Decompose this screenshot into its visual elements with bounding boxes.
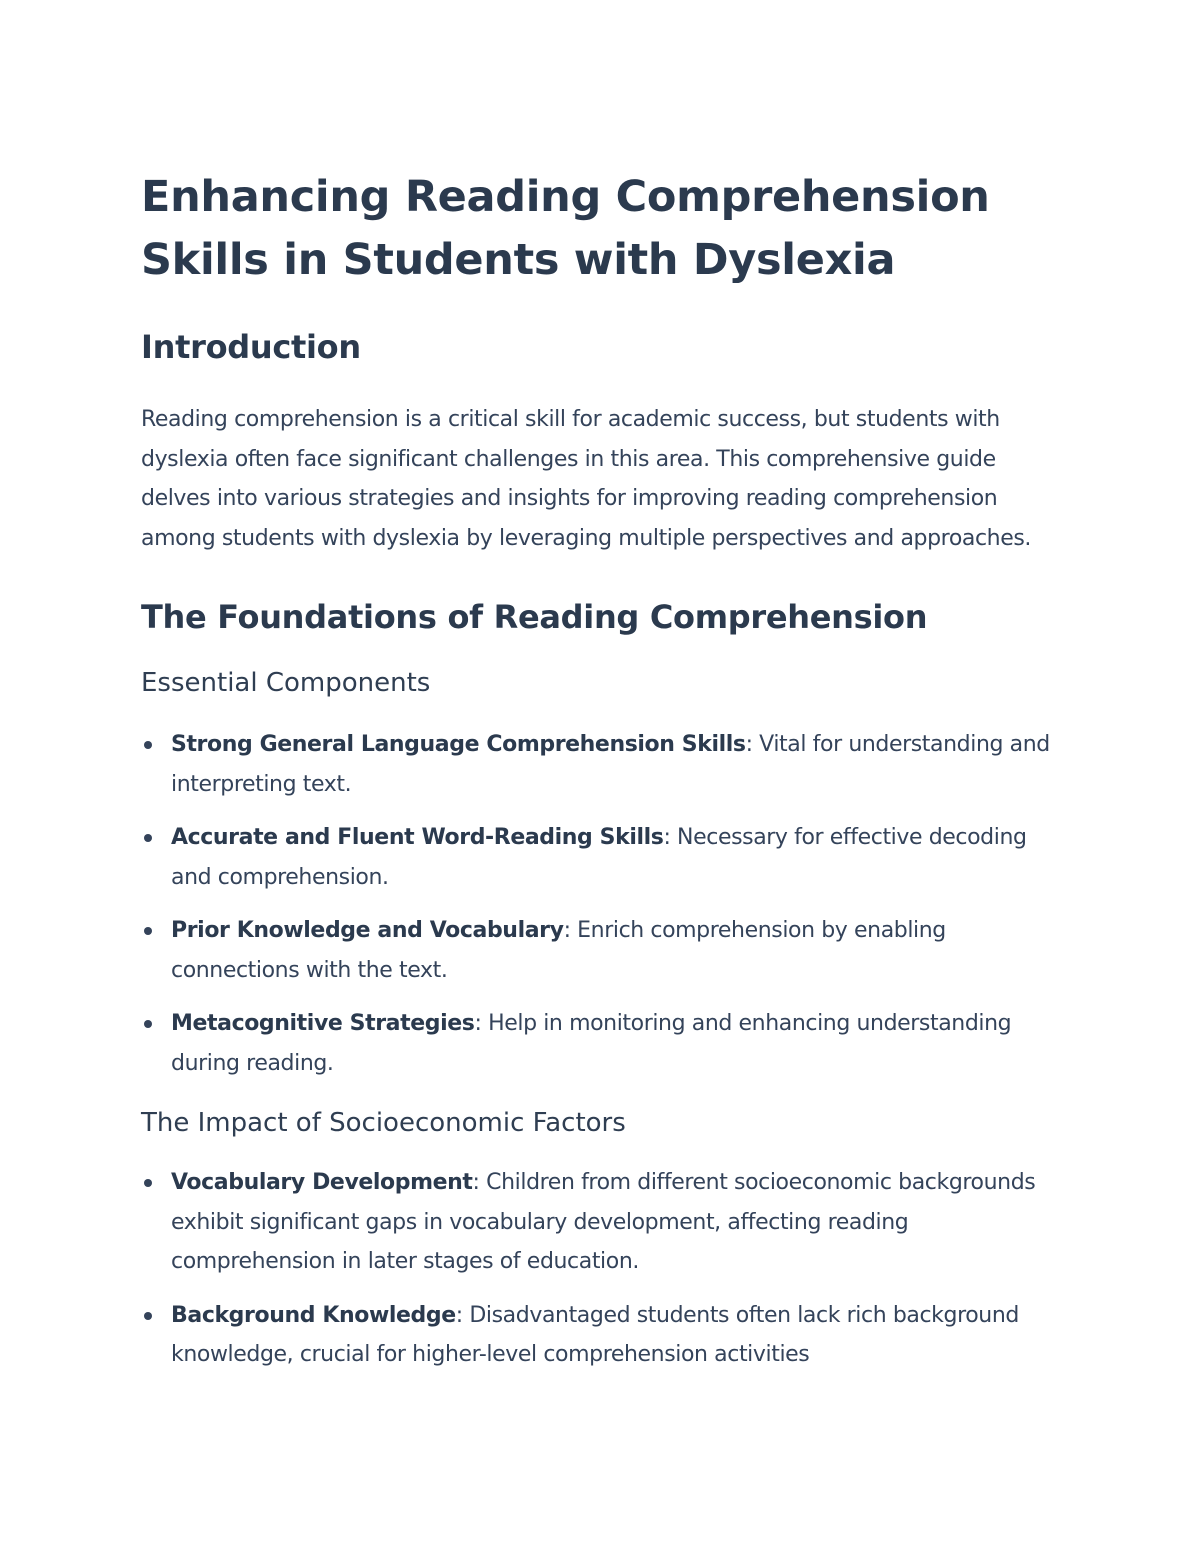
list-item bbox=[141, 911, 1071, 990]
bullet-icon bbox=[144, 1312, 152, 1320]
list-item bbox=[141, 1296, 1071, 1375]
bullet-icon bbox=[144, 834, 152, 842]
list-item-term: Accurate and Fluent Word-Reading Skills bbox=[171, 825, 664, 850]
list-item-description: : Enrich comprehension by enabling connections with the text. bbox=[171, 918, 946, 983]
list-item bbox=[141, 818, 1071, 897]
socioeconomic-factors-list bbox=[141, 1163, 1071, 1375]
list-item-description: : Vital for understanding and interpreting text. bbox=[171, 732, 1050, 797]
bullet-icon bbox=[144, 927, 152, 935]
bullet-icon bbox=[144, 1179, 152, 1187]
foundations-heading: The Foundations of Reading Comprehension bbox=[141, 598, 928, 636]
list-item-term: Metacognitive Strategies bbox=[171, 1011, 475, 1036]
document-title: Enhancing Reading Comprehension Skills in Students with Dyslexia bbox=[141, 172, 990, 285]
introduction-heading: Introduction bbox=[141, 328, 361, 366]
socioeconomic-factors-heading: The Impact of Socioeconomic Factors bbox=[141, 1108, 626, 1138]
essential-components-list bbox=[141, 725, 1071, 1083]
list-item bbox=[141, 725, 1071, 804]
list-item-description: : Help in monitoring and enhancing understanding during reading. bbox=[171, 1011, 1012, 1076]
list-item bbox=[141, 1004, 1071, 1083]
document-page bbox=[141, 166, 1071, 1389]
list-item-description: : Children from different socioeconomic backgrounds exhibit significant gaps in vocabulary development, affecting reading comprehension in later stages of education. bbox=[171, 1170, 1036, 1274]
list-item bbox=[141, 1163, 1071, 1282]
introduction-paragraph: Reading comprehension is a critical skill for academic success, but students with dyslexia often face significant challenges in this area. This comprehensive guide delves into various strategies and insights for improving reading comprehension among students with dyslexia by leveraging multiple perspectives and approaches. bbox=[141, 407, 1032, 551]
list-item-description: : Disadvantaged students often lack rich background knowledge, crucial for higher-level comprehension activities bbox=[171, 1302, 1019, 1367]
list-item-term: Strong General Language Comprehension Skills bbox=[171, 732, 746, 757]
list-item-description: : Necessary for effective decoding and comprehension. bbox=[171, 825, 1027, 890]
bullet-icon bbox=[144, 741, 152, 749]
bullet-icon bbox=[144, 1020, 152, 1028]
essential-components-heading: Essential Components bbox=[141, 668, 431, 698]
list-item-term: Background Knowledge bbox=[171, 1302, 456, 1328]
list-item-term: Prior Knowledge and Vocabulary bbox=[171, 918, 564, 943]
list-item-term: Vocabulary Development bbox=[171, 1170, 473, 1195]
